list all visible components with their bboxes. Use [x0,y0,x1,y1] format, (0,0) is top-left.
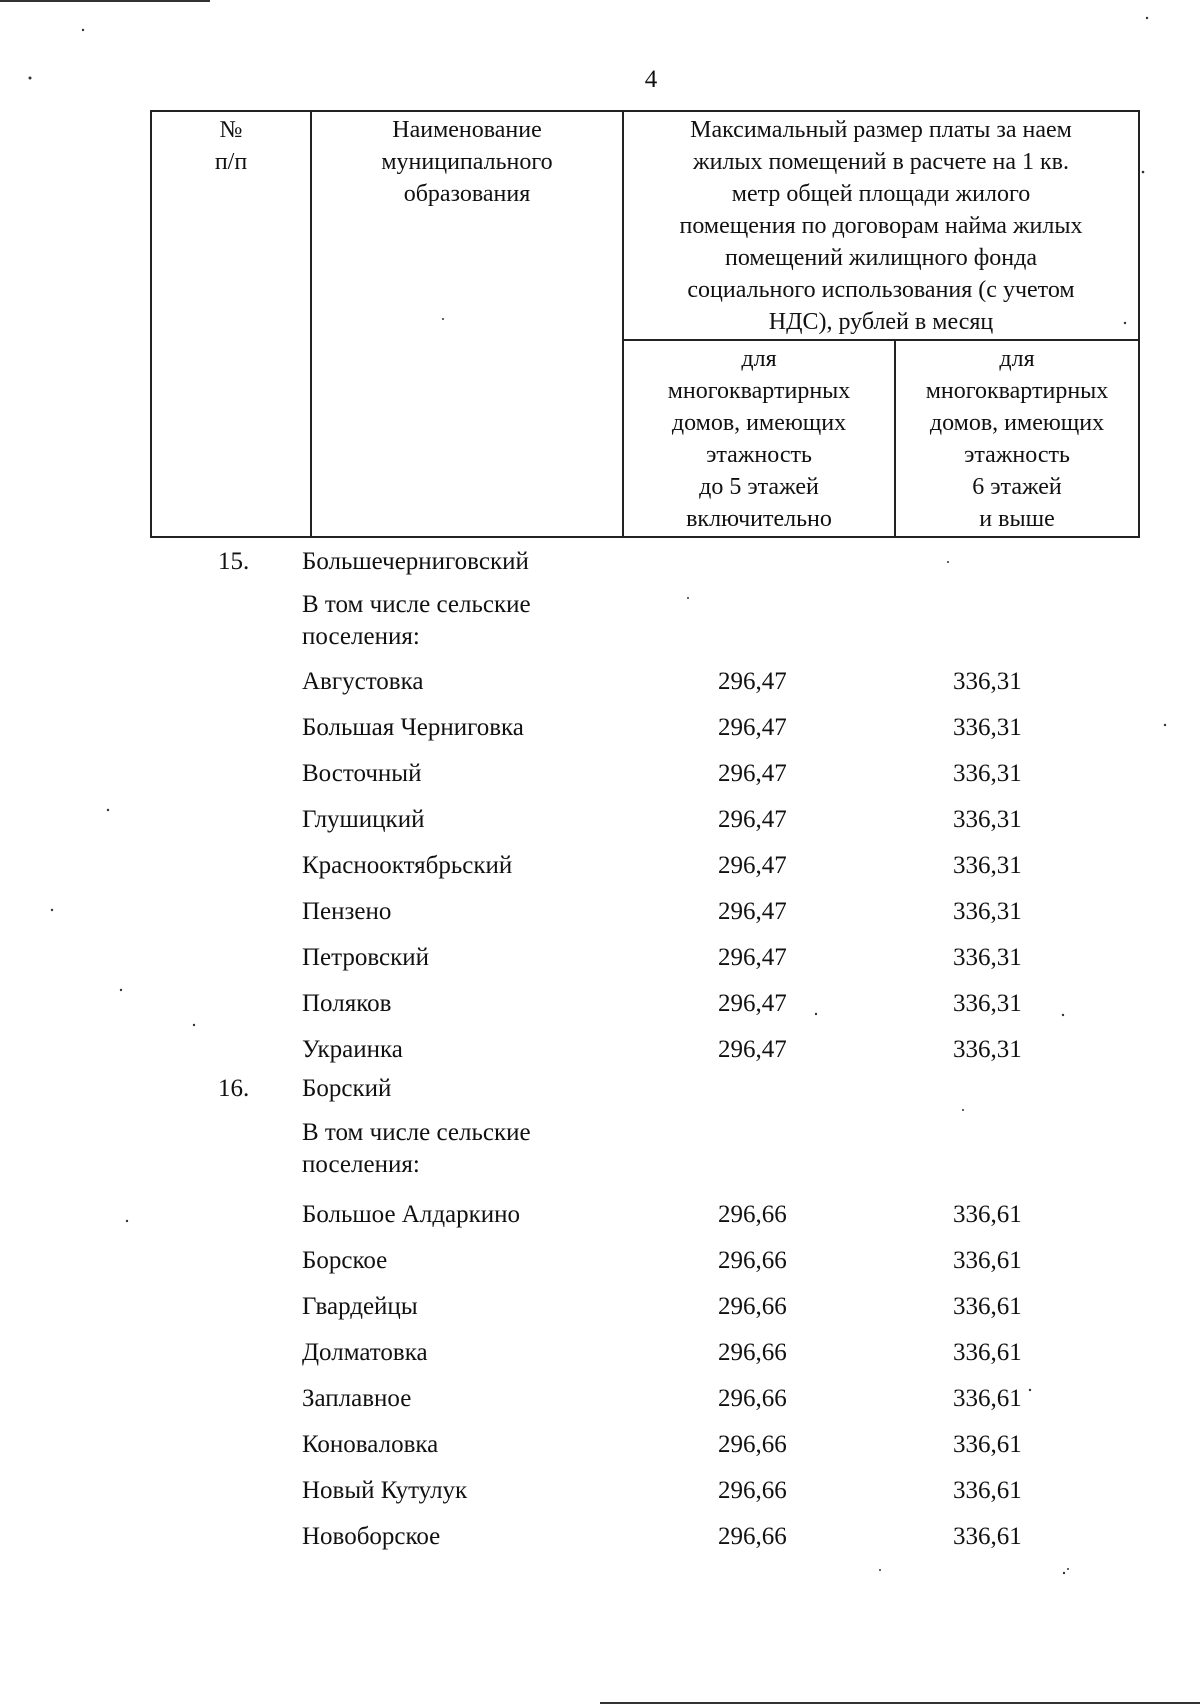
row-value-high: 336,31 [953,806,1022,833]
row-value-low: 296,66 [718,1385,787,1412]
row-value-high: 336,61 [953,1431,1022,1458]
row-name: Гвардейцы [302,1293,418,1320]
row-value-high: 336,61 [953,1523,1022,1550]
row-name: Борское [302,1247,388,1274]
row-name: Августовка [302,668,424,695]
row-value-low: 296,66 [718,1431,787,1458]
header-table [150,110,1140,538]
row-value-high: 336,31 [953,990,1022,1017]
header-high-rise: для многоквартирных домов, имеющих этажность 6 этажей и выше [925,346,1109,533]
header-number-cell [151,111,311,537]
row-value-high: 336,61 [953,1201,1022,1228]
row-name: В том числе сельские поселения: [302,1119,531,1178]
scan-edge-bottom [600,1702,1200,1704]
row-value-high: 336,31 [953,760,1022,787]
row-name: Глушицкий [302,806,425,833]
header-name-cell [311,111,623,537]
row-name: Краснооктябрьский [302,852,513,879]
row-value-high: 336,61 [953,1339,1022,1366]
row-value-low: 296,47 [718,898,787,925]
row-value-high: 336,31 [953,1036,1022,1063]
row-name: Восточный [302,760,422,787]
row-value-low: 296,66 [718,1523,787,1550]
row-name: Украинка [302,1036,403,1063]
row-name: Поляков [302,990,392,1017]
row-value-low: 296,47 [718,944,787,971]
row-value-high: 336,31 [953,668,1022,695]
row-name: Большечерниговский [302,548,529,575]
header-number: № п/п [214,117,248,175]
row-name: Новый Кутулук [302,1477,468,1504]
row-value-high: 336,61 [953,1385,1022,1412]
row-name: Заплавное [302,1385,412,1412]
row-value-low: 296,66 [718,1477,787,1504]
header-max-fee-cell [623,111,1139,340]
row-name: Новоборское [302,1523,441,1550]
row-value-low: 296,47 [718,1036,787,1063]
row-name: Коноваловка [302,1431,439,1458]
row-name: В том числе сельские поселения: [302,591,531,650]
row-value-low: 296,47 [718,990,787,1017]
row-value-high: 336,31 [953,944,1022,971]
row-number: 15. [218,548,250,575]
row-value-high: 336,31 [953,898,1022,925]
row-number: 16. [218,1075,250,1102]
row-value-low: 296,47 [718,668,787,695]
row-name: Борский [302,1075,392,1102]
header-high-rise-cell [895,340,1139,537]
row-value-low: 296,66 [718,1201,787,1228]
row-name: Пензено [302,898,392,925]
row-value-low: 296,66 [718,1339,787,1366]
row-value-low: 296,47 [718,714,787,741]
page-number: 4 [644,66,658,93]
row-value-high: 336,61 [953,1247,1022,1274]
row-value-low: 296,47 [718,852,787,879]
row-value-low: 296,66 [718,1247,787,1274]
row-value-high: 336,61 [953,1293,1022,1320]
header-max-fee: Максимальный размер платы за наем жилых помещений в расчете на 1 кв. метр общей площади жилого помещения по договорам найма жилых помещений жилищного фонда социального использования (с учетом НДС), рублей в месяц [679,117,1083,335]
row-value-high: 336,31 [953,714,1022,741]
header-municipality: Наименование муниципального образования [381,117,553,207]
row-value-low: 296,47 [718,760,787,787]
scan-edge-top [0,0,210,2]
row-value-low: 296,47 [718,806,787,833]
row-name: Долматовка [302,1339,428,1366]
row-value-low: 296,66 [718,1293,787,1320]
header-low-rise-cell [623,340,895,537]
row-value-high: 336,31 [953,852,1022,879]
row-name: Петровский [302,944,430,971]
row-name: Большое Алдаркино [302,1201,521,1228]
row-value-high: 336,61 [953,1477,1022,1504]
header-low-rise: для многоквартирных домов, имеющих этажность до 5 этажей включительно [667,346,851,533]
row-name: Большая Черниговка [302,714,524,741]
